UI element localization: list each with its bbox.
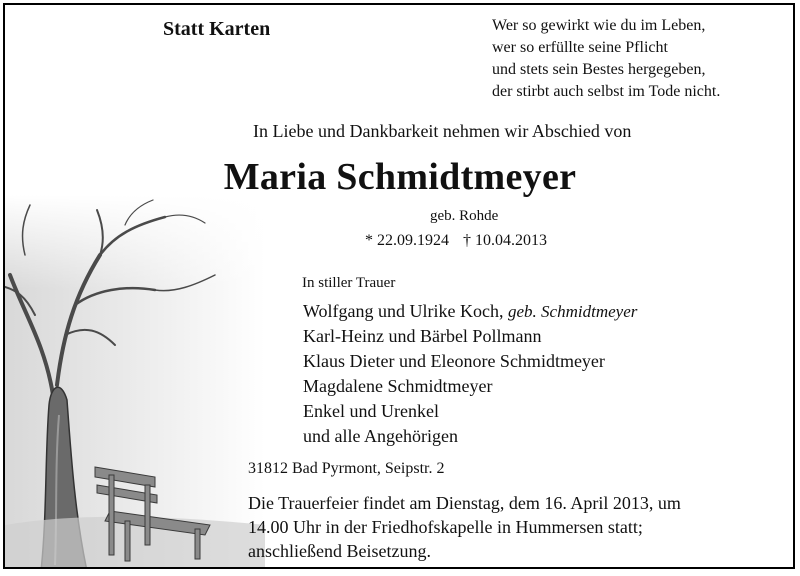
poem-line: und stets sein Bestes hergegeben, bbox=[492, 61, 706, 78]
intro-text: In Liebe und Dankbarkeit nehmen wir Abschied von bbox=[253, 121, 632, 141]
mourner-line: Klaus Dieter und Eleonore Schmidtmeyer bbox=[303, 351, 605, 371]
deceased-name: Maria Schmidtmeyer bbox=[223, 156, 577, 198]
poem bbox=[492, 15, 720, 103]
mourner-line bbox=[303, 299, 637, 324]
obituary-frame bbox=[3, 3, 795, 569]
maiden-name: geb. Rohde bbox=[430, 208, 499, 224]
life-dates bbox=[365, 232, 547, 250]
mourner-line: Karl-Heinz und Bärbel Pollmann bbox=[303, 326, 542, 346]
mourner-line: Enkel und Urenkel bbox=[303, 401, 439, 421]
poem-line: wer so erfüllte seine Pflicht bbox=[492, 39, 668, 56]
funeral-line: 14.00 Uhr in der Friedhofskapelle in Hummersen statt; bbox=[248, 517, 643, 537]
birth-date: * 22.09.1924 bbox=[365, 232, 449, 249]
address: 31812 Bad Pyrmont, Seipstr. 2 bbox=[248, 460, 445, 477]
mourner-name: Wolfgang und Ulrike Koch, bbox=[303, 301, 504, 321]
poem-line: Wer so gewirkt wie du im Leben, bbox=[492, 17, 706, 34]
death-date: † 10.04.2013 bbox=[463, 232, 547, 249]
header-statt-karten: Statt Karten bbox=[163, 18, 271, 40]
mourner-maiden-name: geb. Schmidtmeyer bbox=[508, 302, 638, 321]
funeral-line: anschließend Beisetzung. bbox=[248, 541, 431, 561]
poem-line: der stirbt auch selbst im Tode nicht. bbox=[492, 83, 721, 100]
funeral-info bbox=[248, 491, 681, 563]
funeral-line: Die Trauerfeier findet am Dienstag, dem 16. April 2013, um bbox=[248, 493, 681, 513]
mourners-list bbox=[303, 299, 637, 449]
tree-and-bench-icon bbox=[5, 195, 265, 569]
mourner-line: und alle Angehörigen bbox=[303, 426, 458, 446]
mourning-heading: In stiller Trauer bbox=[302, 275, 396, 291]
mourner-line: Magdalene Schmidtmeyer bbox=[303, 376, 493, 396]
